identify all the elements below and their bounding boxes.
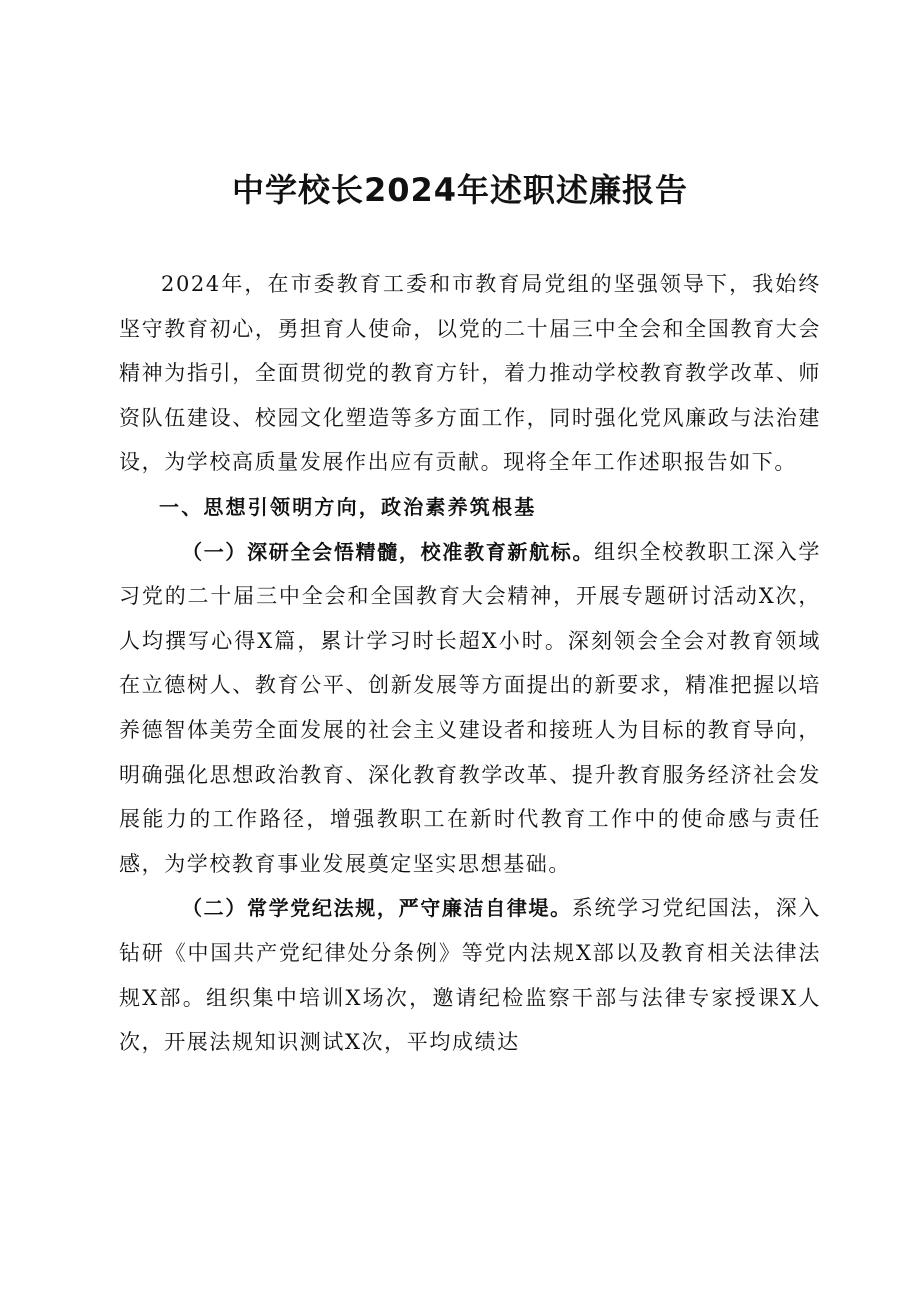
subsection-2-heading: （二）常学党纪法规，严守廉洁自律堤。 [182,896,572,921]
intro-paragraph: 2024年，在市委教育工委和市教育局党组的坚强领导下，我始终坚守教育初心，勇担育人使命，以党的二十届三中全会和全国教育大会精神为指引，全面贯彻党的教育方针，着力推动学校教育教学改革、师资队伍建设、校园文化塑造等多方面工作，同时强化党风廉政与法治建设，为学校高质量发展作出应有贡献。现将全年工作述职报告如下。 [119,272,821,475]
section-1-heading: 一、思想引领明方向，政治素养筑根基 [159,494,537,519]
document-body [119,262,821,1065]
subsection-1-text: 组织全校教职工深入学习党的二十届三中全会和全国教育大会精神，开展专题研讨活动X次，人均撰写心得X篇，累计学习时长超X小时。深刻领会全会对教育领域在立德树人、教育公平、创新发展等方面提出的新要求，精准把握以培养德智体美劳全面发展的社会主义建设者和接班人为目标的教育导向，明确强化思想政治教育、深化教育教学改革、提升教育服务经济社会发展能力的工作路径，增强教职工在新时代教育工作中的使命感与责任感，为学校教育事业发展奠定坚实思想基础。 [119,539,822,876]
subsection-1-heading: （一）深研全会悟精髓，校准教育新航标。 [182,539,595,564]
subsection-1-paragraph [119,530,821,887]
subsection-2-paragraph [119,886,821,1064]
document-title: 中学校长2024年述职述廉报告 [231,171,689,209]
subsection-2-text: 系统学习党纪国法，深入钻研《中国共产党纪律处分条例》等党内法规X部以及教育相关法律法规X部。组织集中培训X场次，邀请纪检监察干部与法律专家授课X人次，开展法规知识测试X次，平均成绩达 [119,896,821,1055]
